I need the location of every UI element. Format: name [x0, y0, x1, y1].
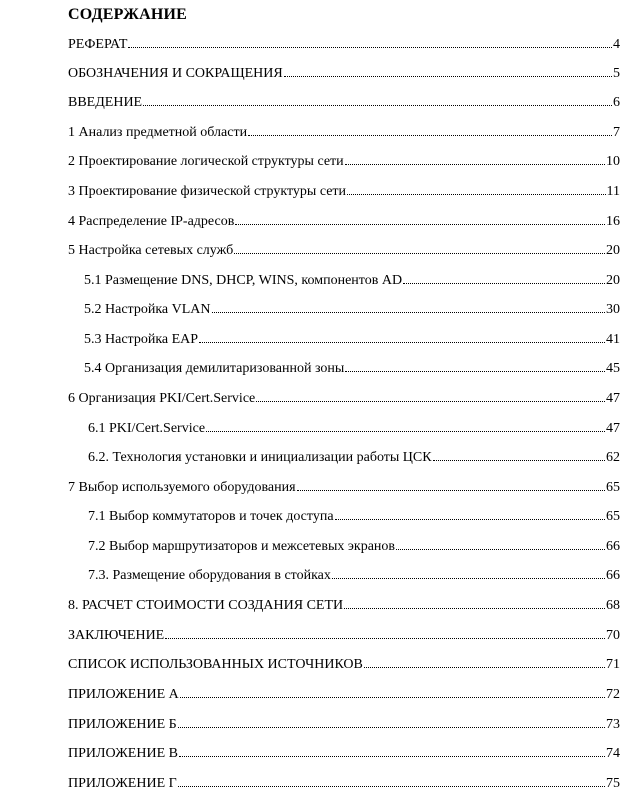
- toc-entry[interactable]: 5.4 Организация демилитаризованной зоны 45: [84, 358, 620, 380]
- toc-page-number: 75: [606, 776, 620, 791]
- toc-page-number: 30: [606, 302, 620, 317]
- toc-entry[interactable]: ПРИЛОЖЕНИЕ Г 75: [68, 773, 620, 795]
- toc-page-number: 45: [606, 361, 620, 376]
- toc-page-number: 41: [606, 332, 620, 347]
- toc-entry[interactable]: 6.2. Технология установки и инициализации работы ЦСК 62: [88, 447, 620, 469]
- toc-page-number: 66: [606, 568, 620, 583]
- toc-entry[interactable]: 7.3. Размещение оборудования в стойках 66: [88, 565, 620, 587]
- toc-entry[interactable]: 7 Выбор используемого оборудования 65: [68, 477, 620, 499]
- toc-entry[interactable]: 7.1 Выбор коммутаторов и точек доступа 65: [88, 506, 620, 528]
- toc-entry[interactable]: 6.1 PKI/Cert.Service 47: [88, 418, 620, 440]
- toc-page-number: 47: [606, 421, 620, 436]
- toc-entry[interactable]: 1 Анализ предметной области 7: [68, 122, 620, 144]
- toc-entry[interactable]: 5 Настройка сетевых служб 20: [68, 240, 620, 262]
- toc-page-number: 70: [606, 628, 620, 643]
- toc-page-number: 66: [606, 539, 620, 554]
- toc-page-number: 5: [613, 66, 620, 81]
- toc-title: СОДЕРЖАНИЕ: [68, 6, 188, 23]
- toc-entry[interactable]: 5.3 Настройка EAP 41: [84, 329, 620, 351]
- toc-page-number: 20: [606, 273, 620, 288]
- toc-page-number: 7: [613, 125, 620, 140]
- toc-entry[interactable]: ОБОЗНАЧЕНИЯ И СОКРАЩЕНИЯ 5: [68, 63, 620, 85]
- toc-page-number: 71: [606, 657, 620, 672]
- toc-entry[interactable]: ПРИЛОЖЕНИЕ В 74: [68, 743, 620, 765]
- toc-page-number: 20: [606, 243, 620, 258]
- toc-entry[interactable]: РЕФЕРАТ 4: [68, 34, 620, 56]
- toc-page-number: 65: [606, 509, 620, 524]
- toc-page-number: 73: [606, 717, 620, 732]
- toc-page-number: 47: [606, 391, 620, 406]
- toc-entry[interactable]: 4 Распределение IP-адресов 16: [68, 211, 620, 233]
- toc-entry[interactable]: ПРИЛОЖЕНИЕ А 72: [68, 684, 620, 706]
- toc-entry[interactable]: ПРИЛОЖЕНИЕ Б 73: [68, 714, 620, 736]
- toc-page-number: 4: [613, 37, 620, 52]
- toc-entry[interactable]: 7.2 Выбор маршрутизаторов и межсетевых экранов 66: [88, 536, 620, 558]
- toc-page-number: 72: [606, 687, 620, 702]
- toc-entry[interactable]: 5.2 Настройка VLAN 30: [84, 299, 620, 321]
- toc-entry[interactable]: 3 Проектирование физической структуры сети 11: [68, 181, 620, 203]
- toc-page-number: 74: [606, 746, 620, 761]
- toc-page-number: 62: [606, 450, 620, 465]
- toc-entry[interactable]: 6 Организация PKI/Cert.Service 47: [68, 388, 620, 410]
- toc-entry[interactable]: 2 Проектирование логической структуры сети 10: [68, 151, 620, 173]
- toc-page-number: 68: [606, 598, 620, 613]
- toc-page-number: 65: [606, 480, 620, 495]
- toc-entry[interactable]: СПИСОК ИСПОЛЬЗОВАННЫХ ИСТОЧНИКОВ 71: [68, 654, 620, 676]
- toc-page-number: 6: [613, 95, 620, 110]
- toc-page-number: 11: [606, 184, 620, 199]
- toc-entry[interactable]: 8. РАСЧЕТ СТОИМОСТИ СОЗДАНИЯ СЕТИ 68: [68, 595, 620, 617]
- toc-page-number: 16: [606, 214, 620, 229]
- toc-entry[interactable]: 5.1 Размещение DNS, DHCP, WINS, компонентов AD 20: [84, 270, 620, 292]
- toc-entry[interactable]: ЗАКЛЮЧЕНИЕ 70: [68, 625, 620, 647]
- toc-page-number: 10: [606, 154, 620, 169]
- toc-entry[interactable]: ВВЕДЕНИЕ 6: [68, 92, 620, 114]
